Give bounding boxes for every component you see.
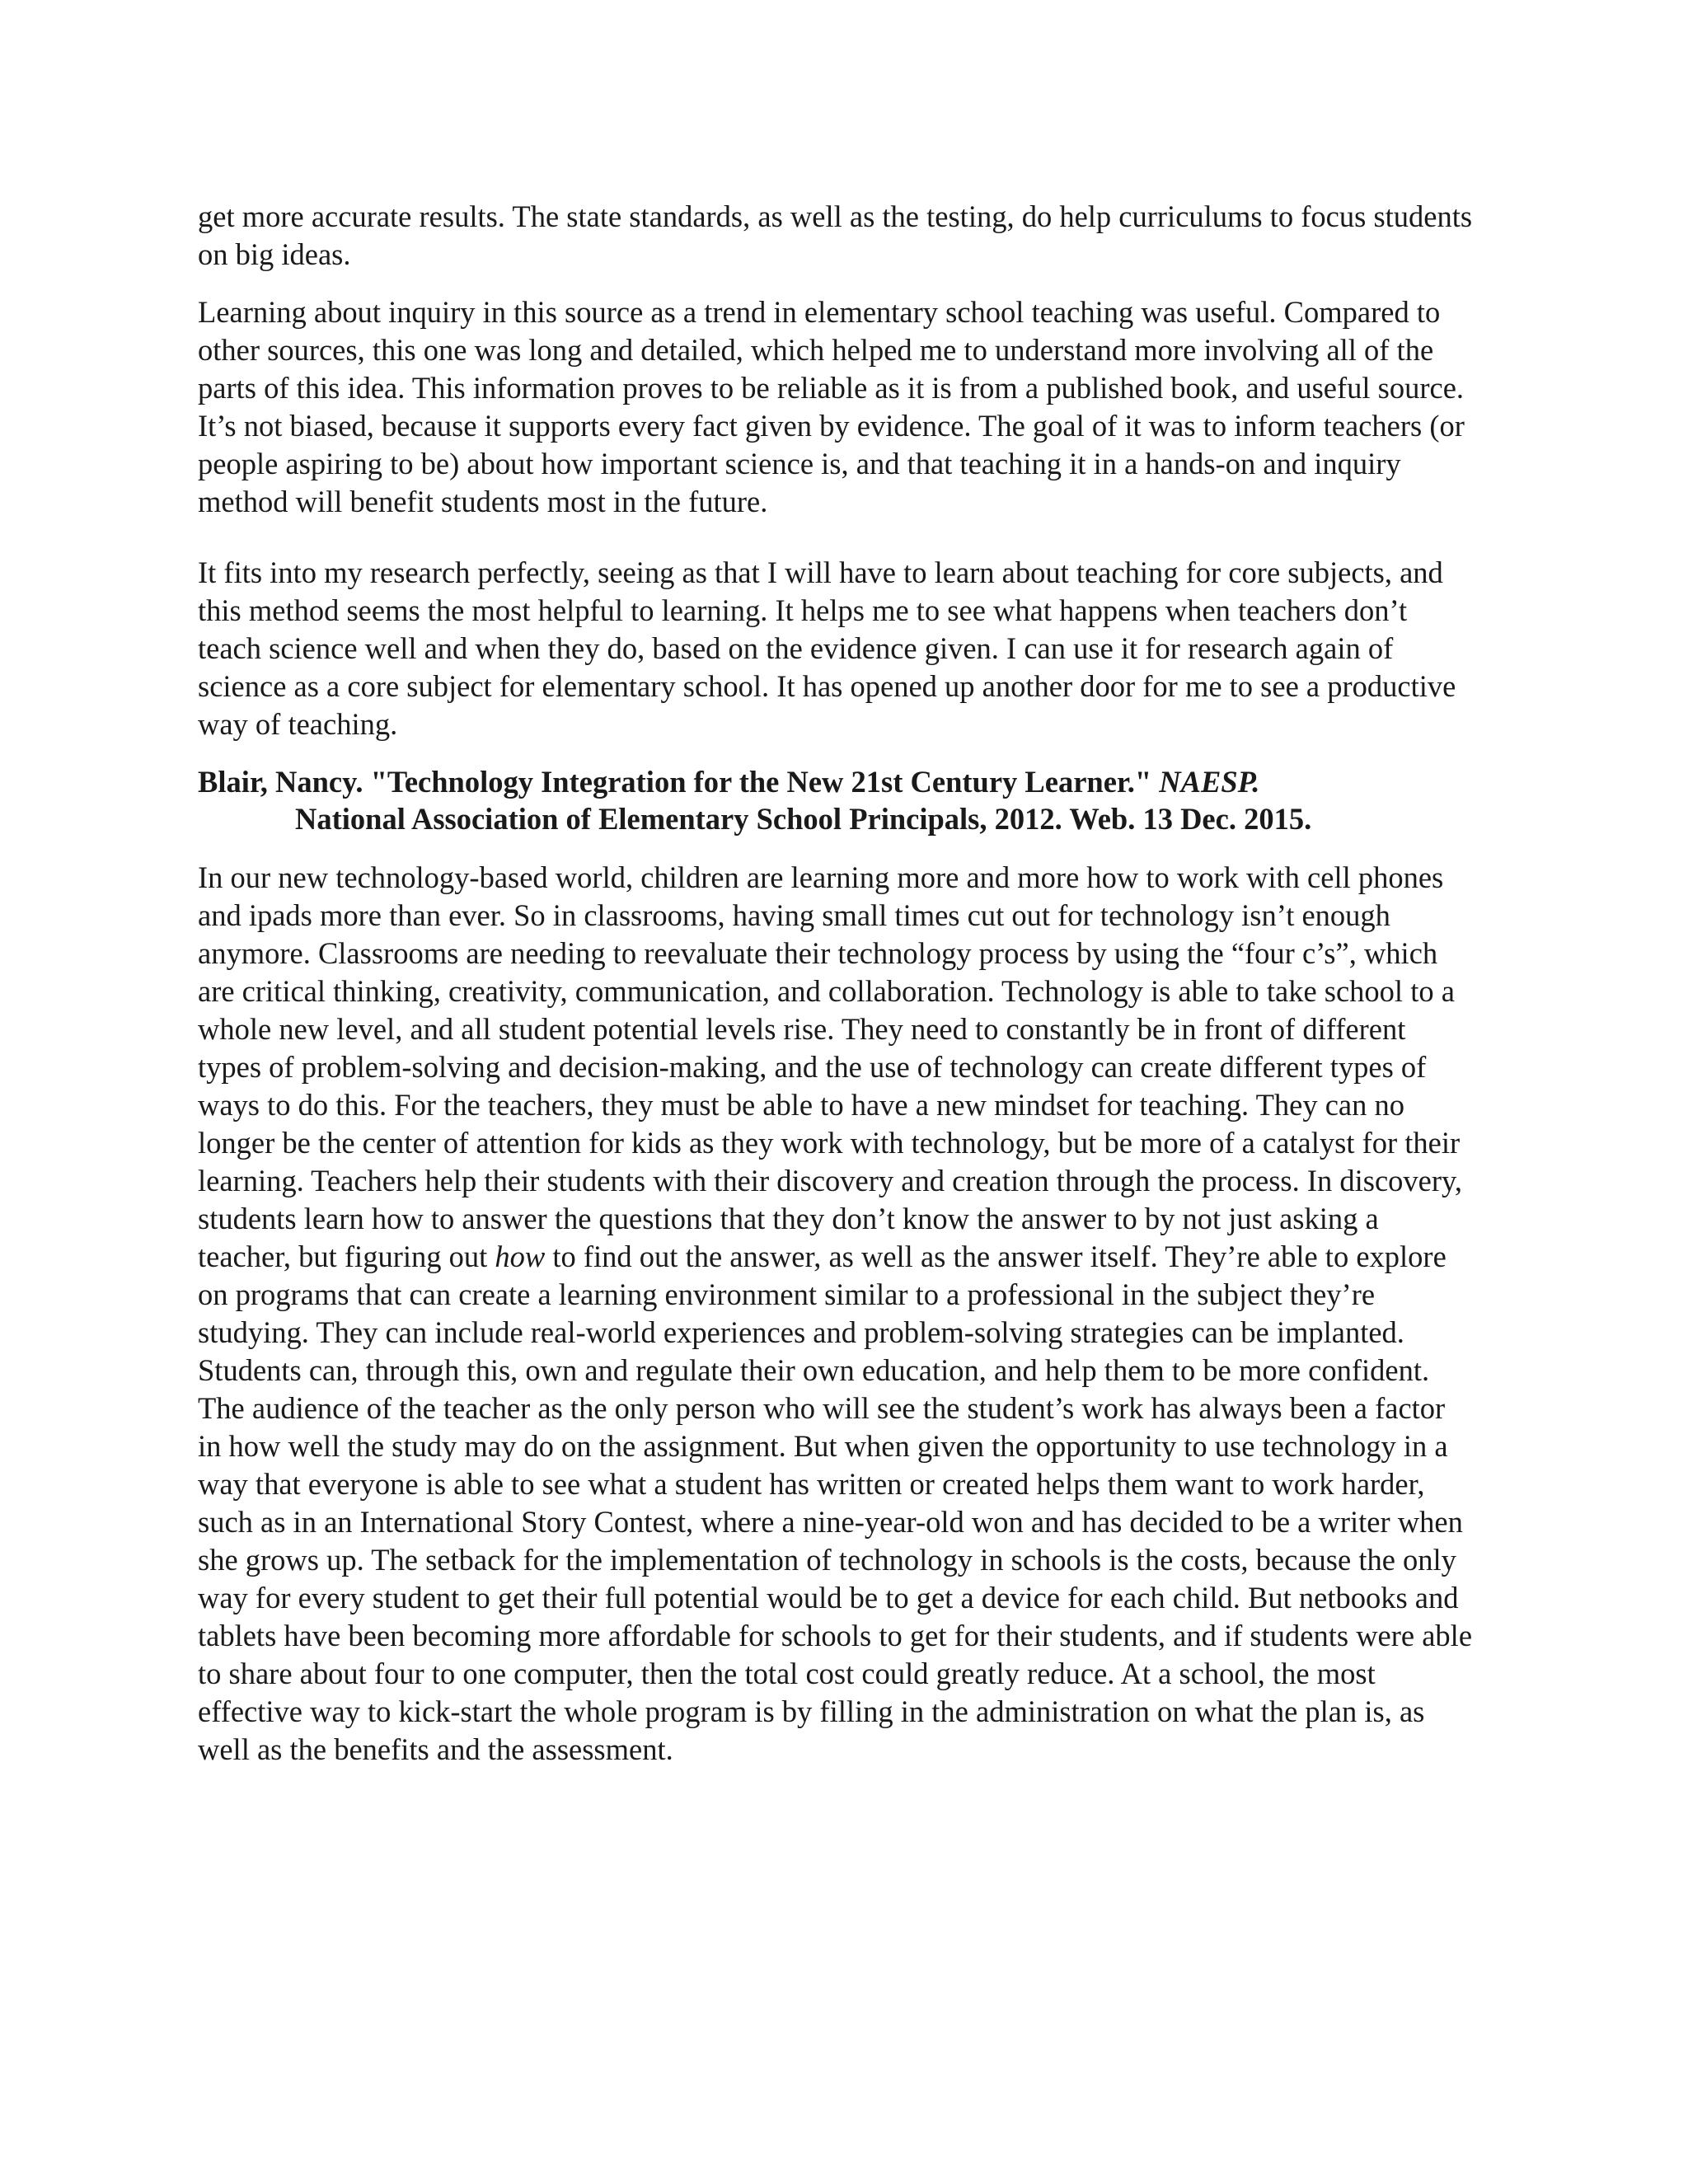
- citation-publisher-line: National Association of Elementary School Principals, 2012. Web. 13 Dec. 2015.: [295, 802, 1312, 836]
- summary-text-part2: to find out the answer, as well as the answer itself. They’re able to explore on programs that can create a learning environment similar to a professional in the subject they’re studying. They can include real-world experiences and problem-solving strategies can be implanted. Students can, through this, own and regulate their own education, and help them to be more confident. The audience of the teacher as the only person who will see the student’s work has always been a factor in how well the study may do on the assignment. But when given the opportunity to use technology in a way that everyone is able to see what a student has written or created helps them want to work harder, such as in an International Story Contest, where a nine-year-old won and has decided to be a writer when she grows up. The setback for the implementation of technology in schools is the costs, because the only way for every student to get their full potential would be to get a device for each child. But netbooks and tablets have been becoming more affordable for schools to get for their students, and if students were able to share about four to one computer, then the total cost could greatly reduce. At a school, the most effective way to kick-start the whole program is by filling in the administration on what the plan is, as well as the benefits and the assessment.: [198, 1240, 1473, 1766]
- paragraph-inquiry-evaluation: Learning about inquiry in this source as a trend in elementary school teaching was useful. Compared to other sources, this one was long and detailed, which helped me to understand more involving all of the parts of this idea. This information proves to be reliable as it is from a published book, and useful source. It’s not biased, because it supports every fact given by evidence. The goal of it was to inform teachers (or people aspiring to be) about how important science is, and that teaching it in a hands-on and inquiry method will benefit students most in the future.: [198, 295, 1465, 518]
- summary-emphasis: how: [495, 1240, 546, 1273]
- citation-lead: Blair, Nancy. "Technology Integration for the New 21st Century Learner.": [198, 765, 1160, 799]
- citation-source: NAESP.: [1159, 765, 1260, 799]
- paragraph-research-fit: It fits into my research perfectly, seeing as that I will have to learn about teaching for core subjects, and this method seems the most helpful to learning. It helps me to see what happens when teachers don’t teach science well and when they do, based on the evidence given. I can use it for research again of science as a core subject for elementary school. It has opened up another door for me to see a productive way of teaching.: [198, 555, 1456, 741]
- document-page: [198, 198, 1474, 1788]
- paragraph-technology-summary: [198, 859, 1474, 1769]
- summary-text-part1: In our new technology-based world, children are learning more and more how to work with cell phones and ipads more than ever. So in classrooms, having small times cut out for technology isn’t enough anymore. Classrooms are needing to reevaluate their technology process by using the “four c’s”, which are critical thinking, creativity, communication, and collaboration. Technology is able to take school to a whole new level, and all student potential levels rise. They need to constantly be in front of different types of problem-solving and decision-making, and the use of technology can create different types of ways to do this. For the teachers, they must be able to have a new mindset for teaching. They can no longer be the center of attention for kids as they work with technology, but be more of a catalyst for their learning. Teachers help their students with their discovery and creation through the process. In discovery, students learn how to answer the questions that they don’t know the answer to by not just asking a teacher, but figuring out: [198, 860, 1463, 1273]
- paragraph-standards: get more accurate results. The state standards, as well as the testing, do help curriculums to focus students on big ideas.: [198, 199, 1473, 271]
- citation-blair: [198, 763, 1474, 837]
